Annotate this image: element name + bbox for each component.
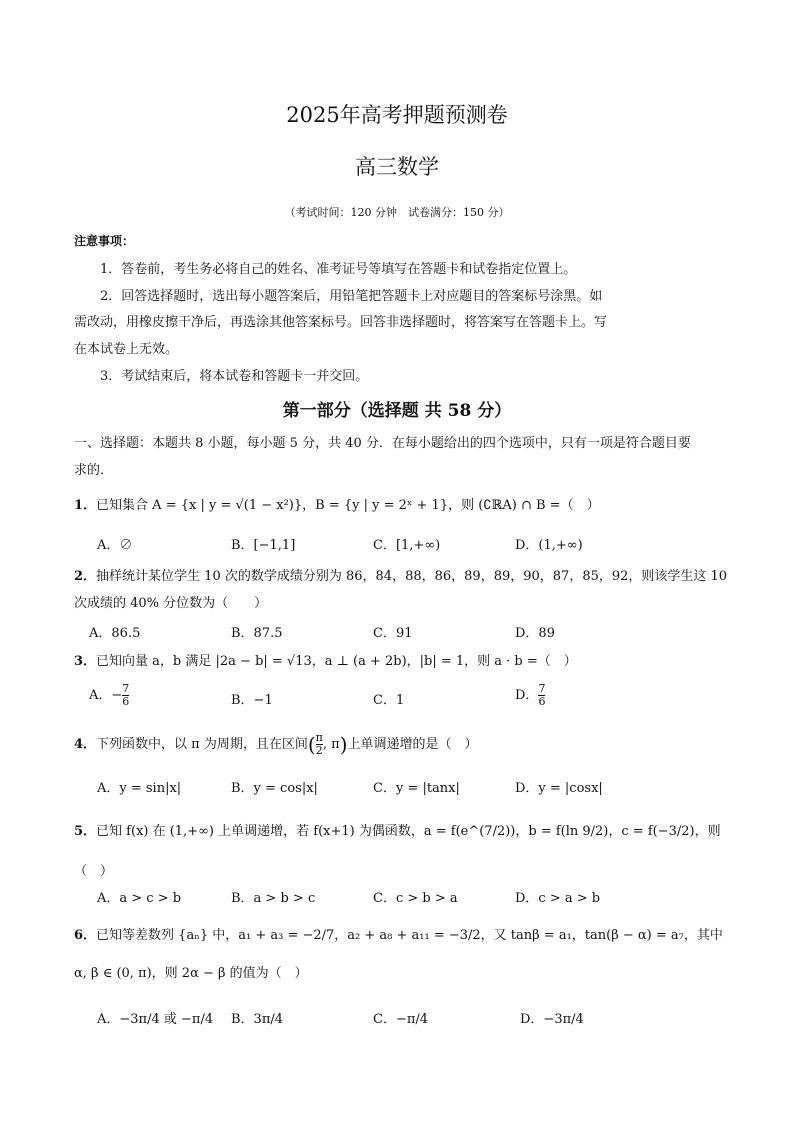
option-c: C．y = |tanx| bbox=[373, 781, 460, 796]
notice-item-2-line-1: 2．回答选择题时，选出每小题答案后，用铅笔把答题卡上对应题目的答案标号涂黑。如 bbox=[100, 289, 603, 304]
option-d: D． $\frac{7}{6}$ bbox=[515, 682, 546, 708]
question-number: 1． bbox=[74, 498, 97, 513]
question-number: 5． bbox=[74, 824, 97, 839]
option-b: B．y = cos|x| bbox=[231, 781, 318, 796]
option-a: A．y = sin|x| bbox=[97, 781, 182, 796]
option-b: B．−1 bbox=[231, 693, 273, 708]
option-d: D．y = |cosx| bbox=[515, 781, 603, 796]
option-d: D．(1,+∞) bbox=[515, 538, 583, 553]
question-2-line-2: 次成绩的 40% 分位数为（ ） bbox=[74, 596, 268, 611]
question-1 bbox=[74, 494, 600, 513]
option-c: C．91 bbox=[373, 626, 413, 641]
option-d: D．c > a > b bbox=[515, 891, 601, 906]
option-d: D．89 bbox=[515, 626, 555, 641]
notice-heading: 注意事项： bbox=[74, 234, 135, 248]
question-number: 6． bbox=[74, 928, 97, 943]
option-c: C．−π/4 bbox=[373, 1012, 429, 1027]
fraction: $\frac{7}{6}$ bbox=[538, 682, 546, 708]
question-text: 抽样统计某位学生 10 次的数学成绩分别为 86，84，88，86，89，89，90，87，85，92，则该学生这 10 bbox=[96, 569, 728, 584]
interval-fraction: $\frac{\pi}{2}$ bbox=[315, 731, 323, 757]
option-c: C．[1,+∞) bbox=[373, 538, 441, 553]
notice-item-1: 1．答卷前，考生务必将自己的姓名、准考证号等填写在答题卡和试卷指定位置上。 bbox=[100, 262, 577, 277]
section-instruction-line-1: 一、选择题：本题共 8 小题，每小题 5 分，共 40 分．在每小题给出的四个选项中，只有一项是符合题目要 bbox=[74, 436, 691, 451]
question-number: 4． bbox=[74, 737, 97, 752]
question-2-line-1 bbox=[74, 565, 727, 584]
question-text: 已知 f(x) 在 (1,+∞) 上单调递增，若 f(x+1) 为偶函数，a = f(e^(7/2))，b = f(ln 9/2)，c = f(−3/2)，则 bbox=[96, 824, 721, 839]
question-text: 已知向量 a，b 满足 |2a − b| = √13，a ⊥ (a + 2b)，|b| = 1，则 a · b =（ ） bbox=[96, 654, 577, 669]
question-text: 已知集合 A = {x | y = √(1 − x²)}，B = {y | y = 2ˣ + 1}，则 (∁ℝA) ∩ B =（ ） bbox=[96, 498, 600, 513]
option-c: C．1 bbox=[373, 693, 405, 708]
section-instruction-line-2: 求的． bbox=[74, 463, 114, 478]
question-text: 已知等差数列 {aₙ} 中，a₁ + a₃ = −2/7，a₂ + a₈ + a₁₁ = −3/2，又 tanβ = a₁，tan(β − α) = a₇，其中 bbox=[96, 928, 723, 943]
exam-subtitle: 高三数学 bbox=[355, 155, 439, 179]
question-number: 2． bbox=[74, 569, 97, 584]
exam-title: 2025年高考押题预测卷 bbox=[286, 103, 508, 127]
question-6-line-1 bbox=[74, 924, 723, 943]
option-a: A．− $\frac{7}{6}$ bbox=[89, 682, 130, 708]
question-number: 3． bbox=[74, 654, 97, 669]
question-4: 4．下列函数中，以 π 为周期，且在区间( $\frac{\pi}{2}$ , π)上单调递增的是（ ） bbox=[74, 731, 478, 757]
fraction: $\frac{7}{6}$ bbox=[122, 682, 130, 708]
option-a: A．∅ bbox=[97, 538, 133, 553]
option-a: A．−3π/4 或 −π/4 bbox=[97, 1012, 214, 1027]
option-b: B．a > b > c bbox=[231, 891, 316, 906]
notice-item-2-line-2: 需改动，用橡皮擦干净后，再选涂其他答案标号。回答非选择题时，将答案写在答题卡上。写 bbox=[74, 315, 608, 330]
notice-item-2-line-3: 在本试卷上无效。 bbox=[74, 342, 179, 357]
question-5-line-1 bbox=[74, 820, 721, 839]
question-5-line-2: （ ） bbox=[74, 864, 114, 879]
option-a: A．a > c > b bbox=[97, 891, 182, 906]
option-b: B．3π/4 bbox=[231, 1012, 284, 1027]
option-b: B．[−1,1] bbox=[231, 538, 296, 553]
part-heading: 第一部分（选择题 共 58 分） bbox=[282, 401, 512, 421]
option-a: A．86.5 bbox=[89, 626, 141, 641]
question-6-line-2: α, β ∈ (0, π)，则 2α − β 的值为（ ） bbox=[74, 966, 308, 981]
question-text-pre: 下列函数中，以 π 为周期，且在区间 bbox=[96, 737, 308, 752]
option-c: C．c > b > a bbox=[373, 891, 458, 906]
question-3 bbox=[74, 650, 577, 669]
option-b: B．87.5 bbox=[231, 626, 283, 641]
exam-info: （考试时间：120 分钟 试卷满分：150 分） bbox=[284, 206, 510, 219]
question-text-post: 上单调递增的是（ ） bbox=[347, 737, 478, 752]
option-d: D．−3π/4 bbox=[520, 1012, 584, 1027]
notice-item-3: 3．考试结束后，将本试卷和答题卡一并交回。 bbox=[100, 369, 369, 384]
